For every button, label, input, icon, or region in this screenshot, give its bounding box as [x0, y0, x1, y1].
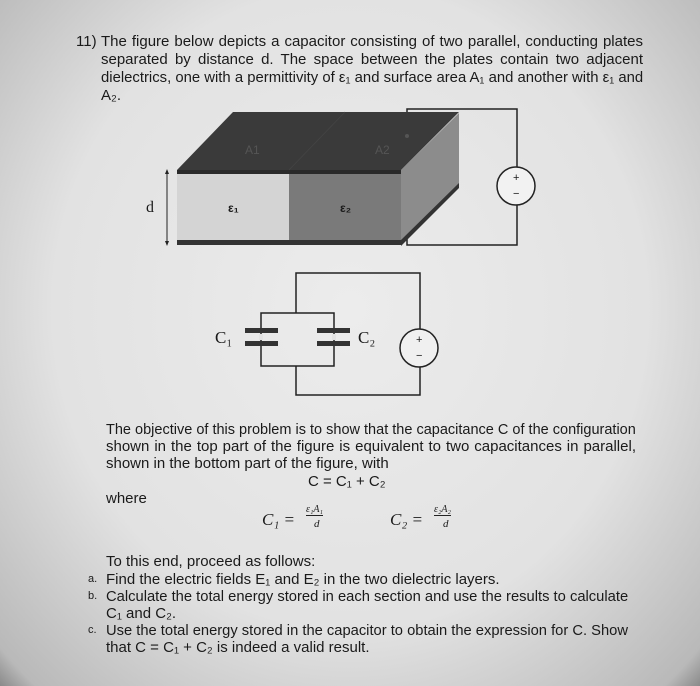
- label-a1: A1: [245, 143, 260, 157]
- c2-denominator: d: [443, 518, 449, 530]
- step-line: that C = C₁ + C₂ is indeed a valid result.: [106, 639, 370, 656]
- label-c2: C₂: [358, 328, 376, 347]
- c1-denominator: d: [314, 518, 320, 530]
- objective-line: The objective of this problem is to show that the capacitance C of the configuration: [106, 421, 636, 438]
- source-minus: −: [416, 350, 423, 362]
- intro-line: A₂.: [101, 87, 121, 104]
- label-c1: C₁: [215, 328, 233, 347]
- step-line: C₁ and C₂.: [106, 605, 177, 622]
- step-line: Find the electric fields E₁ and E₂ in the two dielectric layers.: [106, 571, 500, 588]
- steps-intro: To this end, proceed as follows:: [106, 553, 316, 570]
- objective-line: shown in the top part of the figure is equivalent to two capacitances in parallel,: [106, 438, 636, 455]
- step-marker: c.: [88, 624, 97, 636]
- label-d: d: [146, 199, 154, 216]
- objective-line: shown in the bottom part of the figure, with: [106, 455, 389, 472]
- label-eps1: ε₁: [228, 201, 239, 215]
- where-label: where: [106, 490, 147, 507]
- problem-number: 11): [76, 33, 97, 50]
- source-plus: +: [513, 172, 520, 184]
- source-plus: +: [416, 334, 423, 346]
- step-line: Calculate the total energy stored in each section and use the results to calculate: [106, 588, 629, 605]
- step-marker: b.: [88, 590, 98, 602]
- c1-numerator: ε₁A₁: [306, 504, 324, 515]
- step-marker: a.: [88, 573, 98, 585]
- c2-numerator: ε₂A₂: [434, 504, 452, 515]
- c2-lhs: C₂ =: [390, 510, 423, 529]
- c1-lhs: C₁ =: [262, 510, 295, 529]
- source-minus: −: [513, 188, 520, 200]
- label-eps2: ε₂: [340, 201, 352, 215]
- label-a2: A2: [375, 143, 390, 157]
- parallel-circuit-wire: [296, 273, 420, 329]
- intro-line: separated by distance d. The space between the plates contain two adjacent: [101, 51, 643, 68]
- intro-line: dielectrics, one with a permittivity of ε₁ and surface area A₁ and another with ε₁ and: [101, 69, 644, 86]
- intro-line: The figure below depicts a capacitor consisting of two parallel, conducting plates: [101, 33, 643, 50]
- top-plate-edge: [177, 170, 401, 174]
- bottom-plate: [177, 240, 401, 245]
- step-line: Use the total energy stored in the capacitor to obtain the expression for C. Show: [106, 622, 628, 639]
- equation: C = C₁ + C₂: [308, 473, 386, 490]
